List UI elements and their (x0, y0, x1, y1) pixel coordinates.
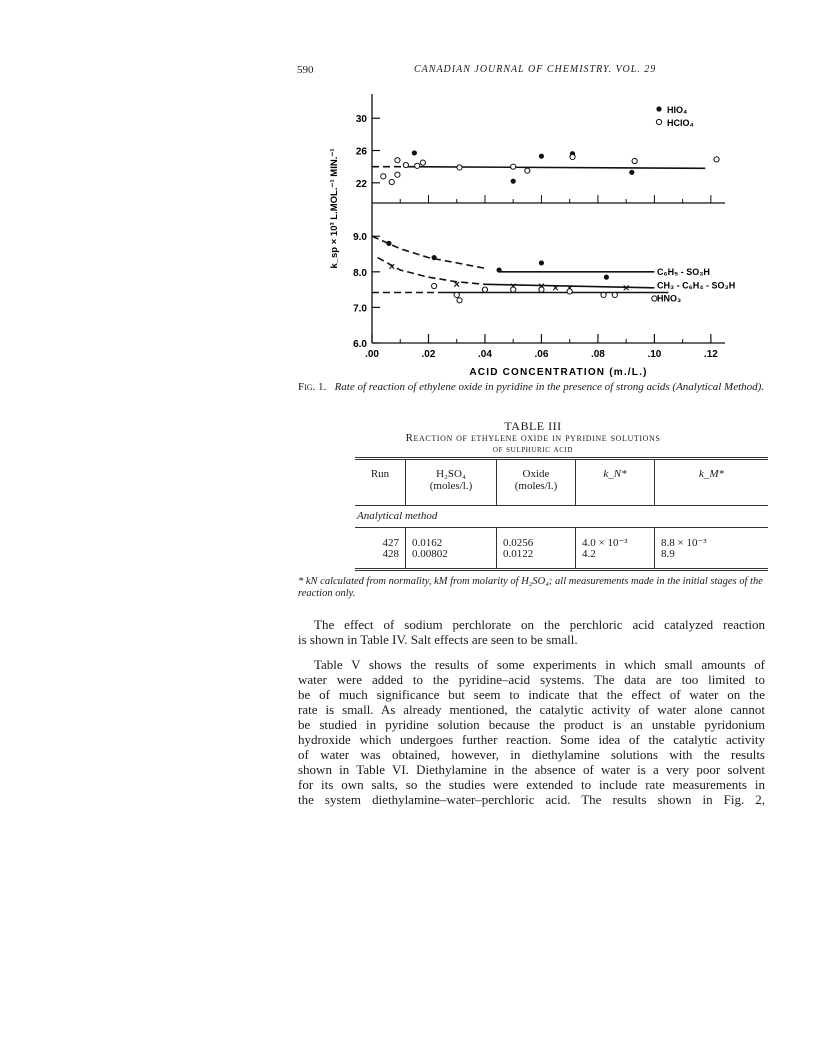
cell-oxide: 0.0256 0.0122 (497, 528, 576, 570)
y-tick-label-lower: 7.0 (353, 303, 367, 315)
col-header-run (355, 459, 406, 506)
col-header-km-label: k_M* (698, 468, 725, 480)
legend-label-upper: HClO₄ (667, 118, 694, 128)
lower-point-filled-circle (539, 260, 544, 265)
legend-marker-upper (656, 106, 661, 111)
table-3 (355, 457, 768, 571)
cell-km: 8.8 × 10⁻³ 8.9 (655, 528, 769, 570)
upper-point-open-circle (395, 172, 400, 177)
figure-caption-label: Fig. 1. (298, 381, 327, 393)
lower-point-open-circle (482, 287, 487, 292)
table-footnote: * kN calculated from normality, kM from molarity of H₂SO₄; all measurements made in the initial stages of the reaction only. (298, 576, 763, 599)
table-section-label: Analytical method (355, 506, 768, 528)
upper-point-filled-circle (539, 154, 544, 159)
upper-point-open-circle (457, 165, 462, 170)
figure-caption (298, 381, 768, 393)
upper-point-filled-circle (412, 150, 417, 155)
table-caption-line2: of sulphuric acid (492, 444, 574, 455)
x-tick-label: .10 (647, 349, 662, 360)
col-header-oxide-line2: (moles/l.) (514, 480, 558, 492)
col-header-oxide (497, 459, 576, 506)
table-header-row (355, 459, 768, 506)
rate-chart (325, 86, 795, 386)
upper-point-open-circle (395, 158, 400, 163)
side-note (0, 300, 165, 301)
lower-point-filled-circle (386, 241, 391, 246)
figure-1 (325, 86, 795, 386)
table-row (355, 528, 768, 570)
x-tick-label: .00 (365, 349, 379, 360)
table-caption (298, 433, 768, 455)
upper-point-open-circle (511, 164, 516, 169)
lower-curve-dashed (378, 258, 485, 285)
upper-point-open-circle (381, 174, 386, 179)
col-header-kn-label: k_N* (603, 468, 627, 480)
lower-point-open-circle (432, 283, 437, 288)
upper-curve-solid (406, 167, 705, 169)
paragraph-2-line: Table V shows the results of some experiments in which small amounts of (314, 657, 765, 672)
paragraph-1-line: is shown in Table IV. Salt effects are seen to be small. (298, 632, 578, 647)
page-number: 590 (297, 64, 314, 76)
col-header-h2so4-line1: H₂SO₄ (436, 468, 466, 480)
upper-point-filled-circle (629, 170, 634, 175)
y-tick-label-upper: 22 (355, 178, 367, 190)
paragraph-2-line: water were added to the pyridine–acid systems. The data are too limited to (298, 672, 765, 687)
upper-point-open-circle (403, 162, 408, 167)
upper-point-open-circle (525, 168, 530, 173)
col-header-h2so4 (406, 459, 497, 506)
upper-point-open-circle (415, 163, 420, 168)
paragraph-1-line: The effect of sodium perchlorate on the perchloric acid catalyzed reaction (314, 617, 765, 632)
table-section-row (355, 506, 768, 528)
col-header-km (655, 459, 769, 506)
lower-point-open-circle (511, 287, 516, 292)
y-axis-label: k_sp × 10³ L.MOL.⁻¹ MIN.⁻¹ (329, 148, 340, 269)
x-axis-label: ACID CONCENTRATION (m./L.) (469, 367, 648, 378)
lower-point-open-circle (567, 289, 572, 294)
lower-point-open-circle (539, 287, 544, 292)
upper-point-open-circle (389, 179, 394, 184)
lower-point-open-circle (454, 292, 459, 297)
y-tick-label-upper: 30 (355, 114, 367, 126)
cell-kn: 4.0 × 10⁻³ 4.2 (576, 528, 655, 570)
col-header-h2so4-line2: (moles/l.) (429, 480, 473, 492)
y-tick-label-lower: 8.0 (353, 267, 367, 279)
upper-point-filled-circle (511, 179, 516, 184)
x-tick-label: .08 (590, 349, 605, 360)
col-header-kn (576, 459, 655, 506)
table-title: TABLE III (504, 419, 562, 433)
paragraph-1 (298, 617, 765, 647)
x-tick-label: .12 (703, 349, 718, 360)
legend-label-upper: HIO₄ (667, 105, 688, 115)
paragraph-2-line: be studied in pyridine solution because the product is an unstable pyridonium (298, 717, 765, 732)
paragraph-2-line: shown in Table VI. Diethylamine in the absence of water is a very poor solvent (298, 762, 765, 777)
lower-point-open-circle (457, 298, 462, 303)
x-tick-label: .02 (421, 349, 436, 360)
series-label-lower: C₆H₅ - SO₃H (657, 266, 710, 277)
lower-point-filled-circle (496, 267, 501, 272)
lower-point-filled-circle (604, 275, 609, 280)
x-tick-label: .04 (478, 349, 492, 360)
col-header-run-label: Run (370, 468, 390, 480)
cell-run: 427 428 (355, 528, 406, 570)
y-tick-label-upper: 26 (355, 146, 367, 158)
col-header-oxide-line1: Oxide (522, 468, 550, 480)
paragraph-2-line: the system diethylamine–water–perchloric acid. The results shown in Fig. 2, (298, 792, 765, 807)
paragraph-2-line: hydroxide which undergoes further reaction. Some idea of the catalytic activity (298, 732, 765, 747)
upper-point-open-circle (570, 154, 575, 159)
series-label-lower: HNO₃ (657, 293, 682, 304)
cell-h2so4: 0.0162 0.00802 (406, 528, 497, 570)
paragraph-2 (298, 657, 765, 807)
upper-point-open-circle (714, 157, 719, 162)
lower-point-open-circle (612, 292, 617, 297)
lower-point-filled-circle (432, 255, 437, 260)
running-head: CANADIAN JOURNAL OF CHEMISTRY. VOL. 29 (414, 64, 657, 75)
y-tick-label-lower: 6.0 (353, 339, 367, 350)
lower-point-open-circle (601, 292, 606, 297)
figure-caption-text: Rate of reaction of ethylene oxide in pyridine in the presence of strong acids (Analytical Method). (334, 381, 765, 393)
paragraph-2-line: for its own salts, so the studies were extended to include rate measurements in (298, 777, 765, 792)
paragraph-2-line: be of much significance but seem to indicate that the effect of water on the (298, 687, 765, 702)
upper-point-open-circle (632, 158, 637, 163)
paragraph-2-line: rate is small. As already mentioned, the catalytic activity of water alone cannot (298, 702, 765, 717)
y-tick-label-lower: 9.0 (353, 232, 367, 244)
upper-point-open-circle (420, 160, 425, 165)
paragraph-2-line: of water was obtained, however, in diethylamine solutions with the results (298, 747, 765, 762)
x-tick-label: .06 (534, 349, 549, 360)
legend-marker-upper (656, 119, 661, 124)
series-label-lower: CH₃ - C₆H₄ - SO₃H (657, 280, 736, 291)
table-caption-line1: Reaction of ethylene oxide in pyridine solutions (405, 432, 661, 444)
